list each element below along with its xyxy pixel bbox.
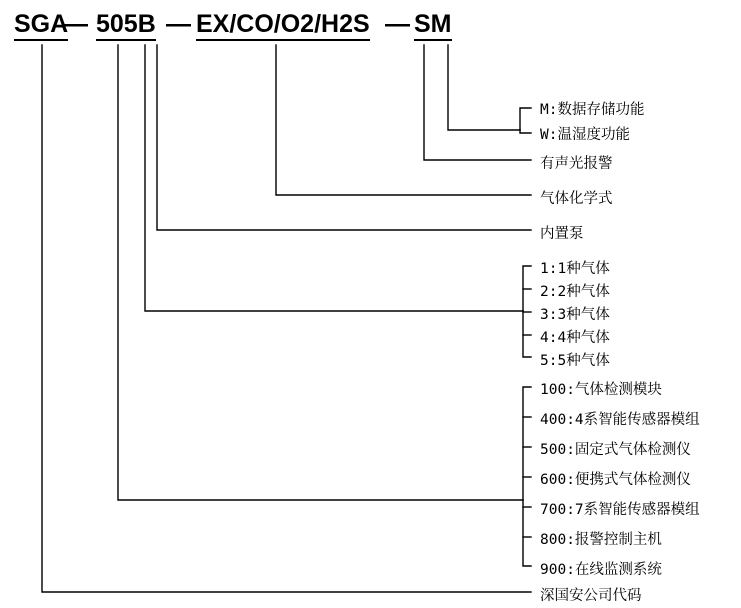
code-part-gas-formula: EX/CO/O2/H2S [196,12,370,41]
label-model-600: 600:便携式气体检测仪 [540,472,691,488]
label-company-code: 深国安公司代码 [540,588,642,604]
label-gas-formula: 气体化学式 [540,191,613,207]
code-separator-3: — [385,10,410,38]
label-data-storage: M:数据存储功能 [540,102,645,118]
label-gas-count-5: 5:5种气体 [540,353,610,369]
label-model-500: 500:固定式气体检测仪 [540,442,691,458]
label-gas-count-2: 2:2种气体 [540,284,610,300]
label-built-in-pump: 内置泵 [540,226,584,242]
code-separator-2: — [166,10,191,38]
label-audible-visual-alarm: 有声光报警 [540,156,613,172]
label-model-900: 900:在线监测系统 [540,562,662,578]
label-temp-humidity: W:温湿度功能 [540,127,630,143]
label-gas-count-3: 3:3种气体 [540,307,610,323]
label-model-100: 100:气体检测模块 [540,382,662,398]
label-model-700: 700:7系智能传感器模组 [540,502,700,518]
label-model-400: 400:4系智能传感器模组 [540,412,700,428]
code-separator-1: — [63,10,88,38]
code-part-505b: 505B [96,12,156,41]
label-model-800: 800:报警控制主机 [540,532,662,548]
label-gas-count-4: 4:4种气体 [540,330,610,346]
code-part-sga: SGA [14,12,68,41]
code-part-sm: SM [414,12,452,41]
label-gas-count-1: 1:1种气体 [540,261,610,277]
